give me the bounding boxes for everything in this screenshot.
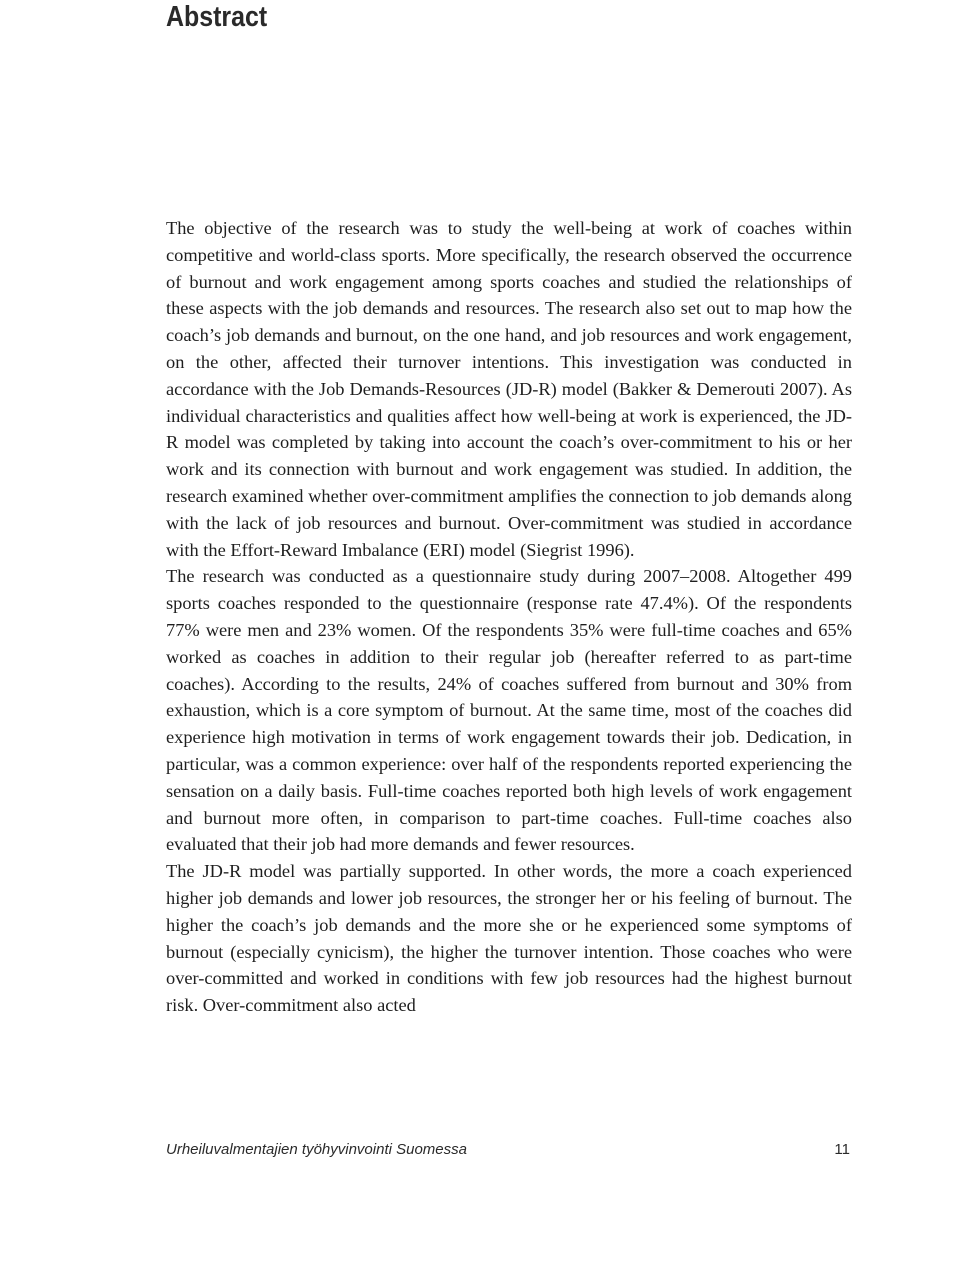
paragraph-objective: The objective of the research was to study the well-being at work of coaches within competitive and world-class sports. More specifically, the research observed the occurrence of burnout and work engagement among sports coaches and studied the relationships of these aspects with the job demands and resources. The research also set out to map how the coach’s job demands and burnout, on the one hand, and job resources and work engagement, on the other, affected their turnover intentions. This investigation was conducted in accordance with the Job Demands-Resources (JD-R) model (Bakker & Demerouti 2007). As individual characteristics and qualities affect how well-being at work is experienced, the JD-R model was completed by taking into account the coach’s over-commitment to his or her work and its connection with burnout and work engagement was studied. In addition, the research examined whether over-commitment amplifies the connection to job demands along with the lack of job resources and burnout. Over-commitment was studied in accordance with the Effort-Reward Imbalance (ERI) model (Siegrist 1996).	[166, 218, 852, 560]
page-footer	[166, 1139, 850, 1161]
abstract-body	[166, 215, 852, 1019]
page-number: 11	[834, 1141, 850, 1158]
section-heading: Abstract	[166, 1, 268, 33]
footer-publication-title: Urheiluvalmentajien työhyvinvointi Suomessa	[166, 1141, 467, 1158]
paragraph-method-results: The research was conducted as a questionnaire study during 2007–2008. Altogether 499 sports coaches responded to the questionnaire (response rate 47.4%). Of the respondents 77% were men and 23% women. Of the respondents 35% were full-time coaches and 65% worked as coaches in addition to their regular job (hereafter referred to as part-time coaches). According to the results, 24% of coaches suffered from burnout and 30% from exhaustion, which is a core symptom of burnout. At the same time, most of the coaches did experience high motivation in terms of work engagement towards their job. Dedication, in particular, was a common experience: over half of the respondents reported experiencing the sensation on a daily basis. Full-time coaches reported both high levels of work engagement and burnout more often, in comparison to part-time coaches. Full-time coaches also evaluated that their job had more demands and fewer resources.	[166, 566, 852, 855]
paragraph-model-support: The JD-R model was partially supported. In other words, the more a coach experienced higher job demands and lower job resources, the stronger her or his feeling of burnout. The higher the coach’s job demands and the more she or he experienced some symptoms of burnout (especially cynicism), the higher the turnover intention. Those coaches who were over-committed and worked in conditions with few job resources had the highest burnout risk. Over-commitment also acted	[166, 861, 852, 1016]
